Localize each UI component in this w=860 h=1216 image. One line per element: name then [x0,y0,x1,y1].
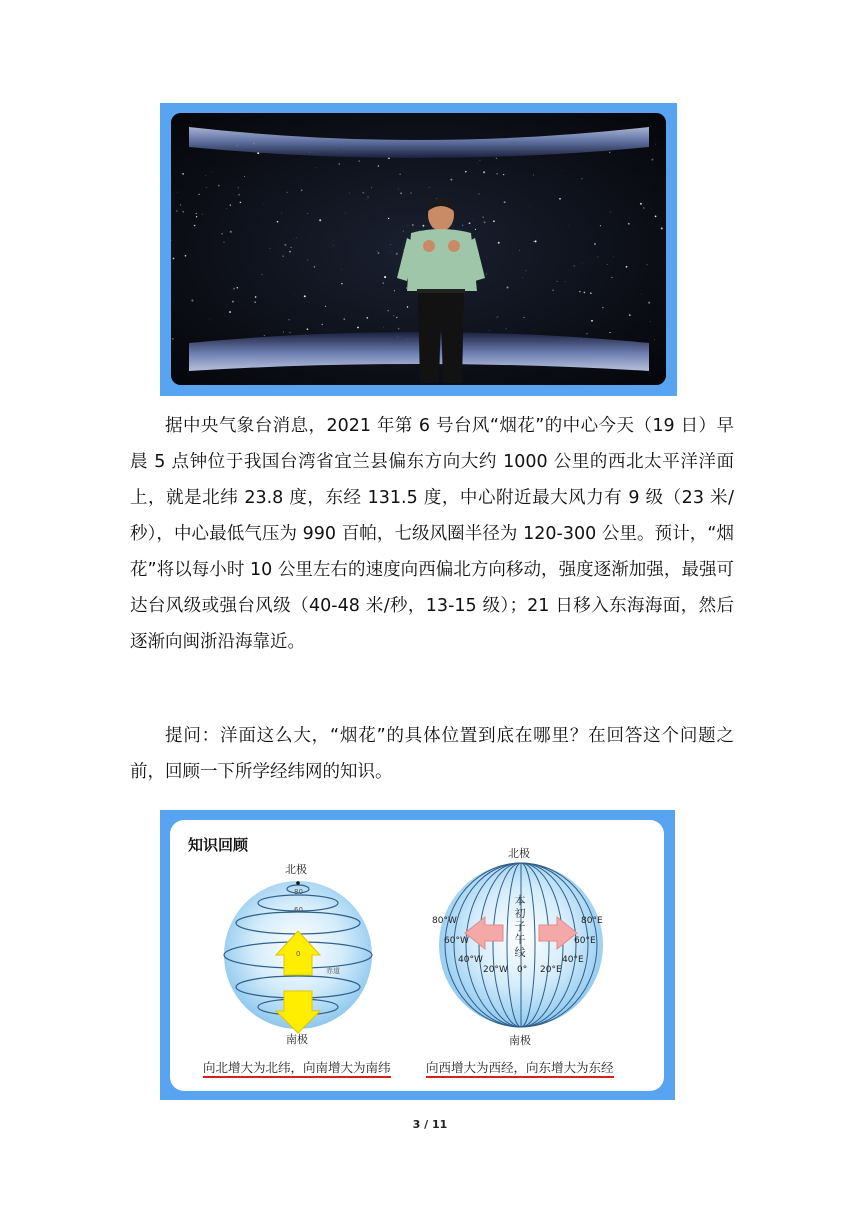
lon-20w-label: 20°W [483,965,508,975]
question-paragraph: 提问：洋面这么大，“烟花”的具体位置到底在哪里？在回答这个问题之前，回顾一下所学经纬网的知识。 [130,726,734,782]
lon-0-label: 0° [517,965,528,975]
north-pole-label-right: 北极 [508,847,530,860]
lon-80w-label: 80°W [432,916,457,926]
lon-40e-label: 40°E [562,955,584,965]
lon-80e-label: 80°E [581,916,603,926]
south-pole-label-right: 南极 [509,1034,531,1047]
lat-80-label: 80 [294,888,303,896]
north-pole-label-left: 北极 [285,863,307,876]
equator-label: 赤道 [326,967,340,975]
latitude-caption: 向北增大为北纬，向南增大为南纬 [203,1058,391,1078]
review-title: 知识回顾 [188,836,249,854]
prime-meridian-label: 本初子午线 [514,894,526,959]
south-pole-label-left: 南极 [286,1033,308,1046]
lon-40w-label: 40°W [458,955,483,965]
lat-0-label: 0 [296,950,301,958]
page-number: 3 / 11 [412,1118,448,1131]
lon-20e-label: 20°E [540,965,562,975]
longitude-caption: 向西增大为西经，向东增大为东经 [426,1058,614,1078]
news-paragraph: 据中央气象台消息，2021 年第 6 号台风“烟花”的中心今天（19 日）早晨 5 点钟位于我国台湾省宜兰县偏东方向大约 1000 公里的西北太平洋洋面上，就是北纬 23.8 度，东经 131.5 度，中心附近最大风力有 9 级（23 米/秒），中心最低气压为 990 百帕，七级风圈半径为 120-300 公里。预计，“烟花”将以每小时 10 公里左右的速度向西偏北方向移动，强度逐渐加强，最强可达台风级或强台风级（40-48 米/秒，13-15 级）；21 日移入东海海面，然后逐渐向闽浙沿海靠近。 [130,416,734,652]
video-screen[interactable] [171,113,666,385]
lat-60-label: 60 [294,906,303,914]
lon-60w-label: 60°W [444,936,469,946]
lon-60e-label: 60°E [574,936,596,946]
video-scene [171,113,666,385]
